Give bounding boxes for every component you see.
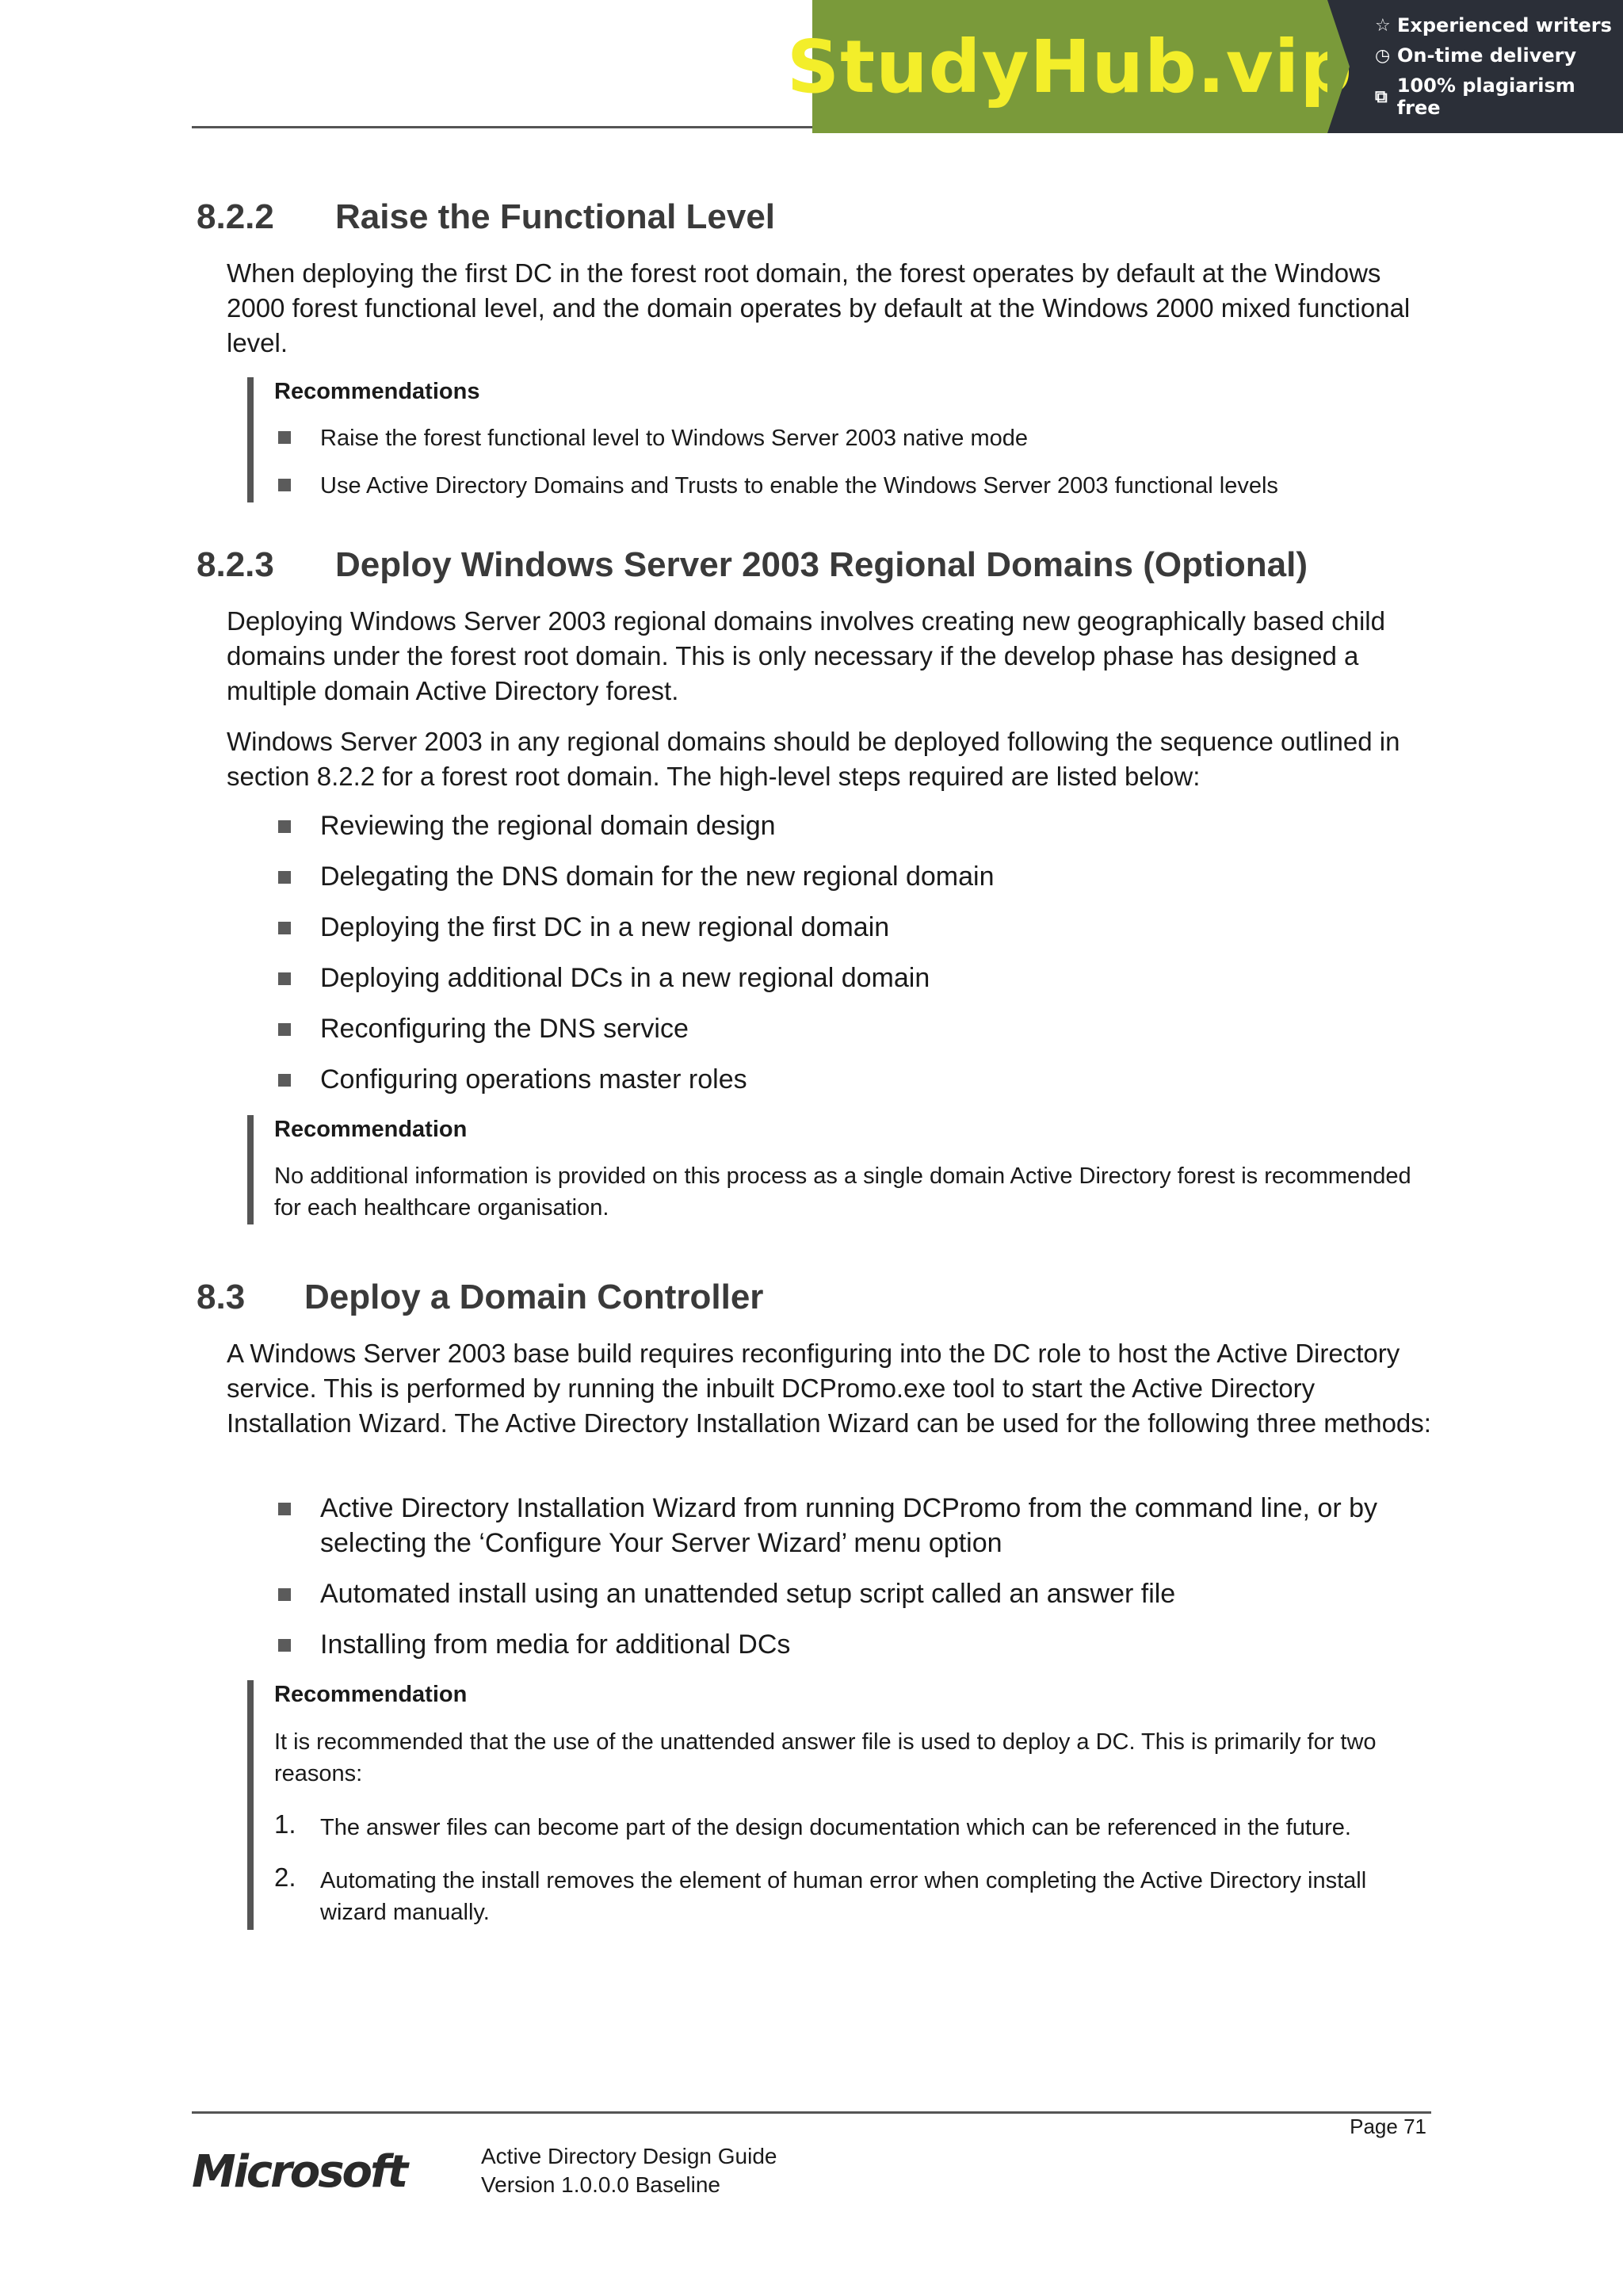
recommendation-item: Use Active Directory Domains and Trusts to enable the Windows Server 2003 functional levels xyxy=(320,473,1278,499)
feature-label: On-time delivery xyxy=(1397,44,1577,67)
banner-features xyxy=(1327,0,1623,133)
section-heading: Deploy Windows Server 2003 Regional Domains (Optional) xyxy=(335,545,1308,584)
step-item: Reconfiguring the DNS service xyxy=(320,1014,689,1044)
microsoft-logo: Microsoft xyxy=(192,2146,407,2198)
section-number: 8.2.2 xyxy=(197,197,274,236)
studyhub-logo[interactable]: StudyHub.vip xyxy=(786,24,1354,109)
recommendation-bar xyxy=(247,1115,254,1224)
step-item: Delegating the DNS domain for the new regional domain xyxy=(320,861,995,892)
step-item: Deploying additional DCs in a new regional domain xyxy=(320,963,930,993)
section-paragraph: A Windows Server 2003 base build requires reconfiguring into the DC role to host the Active Directory service. This is performed by running the inbuilt DCPromo.exe tool to start the Active Directory Installation Wizard. The Active Directory Installation Wizard can be used for the following three methods: xyxy=(227,1339,1431,1438)
reason-number: 1. xyxy=(274,1809,296,1839)
bullet-icon xyxy=(278,1074,291,1087)
bullet-icon xyxy=(278,820,291,833)
bullet-icon xyxy=(278,1503,291,1515)
feature-label: 100% plagiarism free xyxy=(1396,74,1575,119)
copy-icon: ⧉ xyxy=(1375,86,1388,107)
banner-logo-area[interactable] xyxy=(786,0,1354,133)
recommendation-item: Raise the forest functional level to Windows Server 2003 native mode xyxy=(320,426,1029,451)
recommendation-title: Recommendation xyxy=(274,1682,468,1707)
feature-experienced-writers xyxy=(1375,14,1623,36)
recommendation-text: It is recommended that the use of the unattended answer file is used to deploy a DC. This is primarily for two reasons: xyxy=(274,1729,1377,1786)
section-paragraph: Deploying Windows Server 2003 regional domains involves creating new geographically based child domains under the forest root domain. This is only necessary if the develop phase has designed a multiple domain Active Directory forest. xyxy=(227,606,1385,705)
section-number: 8.3 xyxy=(197,1278,246,1316)
section-heading: Raise the Functional Level xyxy=(335,197,776,236)
section-paragraph: Windows Server 2003 in any regional domains should be deployed following the sequence outlined in section 8.2.2 for a forest root domain. The high-level steps required are listed below: xyxy=(227,727,1400,791)
reason-number: 2. xyxy=(274,1862,296,1892)
bullet-icon xyxy=(278,1588,291,1601)
bullet-icon xyxy=(278,922,291,934)
step-item: Reviewing the regional domain design xyxy=(320,811,776,841)
bullet-icon xyxy=(278,1023,291,1036)
bullet-icon xyxy=(278,431,291,444)
recommendation-bar xyxy=(247,377,254,502)
bullet-icon xyxy=(278,871,291,884)
method-item: Active Directory Installation Wizard from running DCPromo from the command line, or by selecting the ‘Configure Your Server Wizard’ menu option xyxy=(320,1493,1378,1558)
feature-on-time-delivery xyxy=(1375,44,1623,67)
reason-text: The answer files can become part of the design documentation which can be referenced in the future. xyxy=(320,1815,1351,1840)
method-item: Automated install using an unattended setup script called an answer file xyxy=(320,1579,1176,1609)
page-number: Page 71 xyxy=(1350,2115,1426,2138)
feature-plagiarism-free xyxy=(1375,74,1623,119)
recommendation-bar xyxy=(247,1680,254,1930)
document-title: Active Directory Design Guide xyxy=(481,2144,777,2168)
method-item: Installing from media for additional DCs xyxy=(320,1629,791,1660)
reason-text: Automating the install removes the element of human error when completing the Active Directory install wizard manually. xyxy=(320,1868,1367,1925)
footer-rule xyxy=(192,2111,1431,2114)
header-rule xyxy=(192,126,812,128)
recommendation-title: Recommendations xyxy=(274,379,480,404)
recommendation-title: Recommendation xyxy=(274,1117,468,1142)
document-version: Version 1.0.0.0 Baseline xyxy=(481,2172,720,2197)
step-item: Deploying the first DC in a new regional domain xyxy=(320,912,890,942)
bullet-icon xyxy=(278,1639,291,1652)
section-number: 8.2.3 xyxy=(197,545,274,584)
recommendation-text: No additional information is provided on this process as a single domain Active Directory forest is recommended for each healthcare organisation. xyxy=(274,1163,1411,1221)
feature-label: Experienced writers xyxy=(1397,14,1612,36)
bullet-icon xyxy=(278,972,291,985)
bullet-icon xyxy=(278,479,291,491)
step-item: Configuring operations master roles xyxy=(320,1064,747,1095)
studyhub-banner[interactable] xyxy=(786,0,1623,133)
section-paragraph: When deploying the first DC in the forest root domain, the forest operates by default at the Windows 2000 forest functional level, and the domain operates by default at the Windows 2000 mixed functional level. xyxy=(227,258,1411,357)
section-heading: Deploy a Domain Controller xyxy=(304,1278,764,1316)
clock-icon: ◷ xyxy=(1375,45,1391,66)
star-icon: ☆ xyxy=(1375,15,1391,36)
